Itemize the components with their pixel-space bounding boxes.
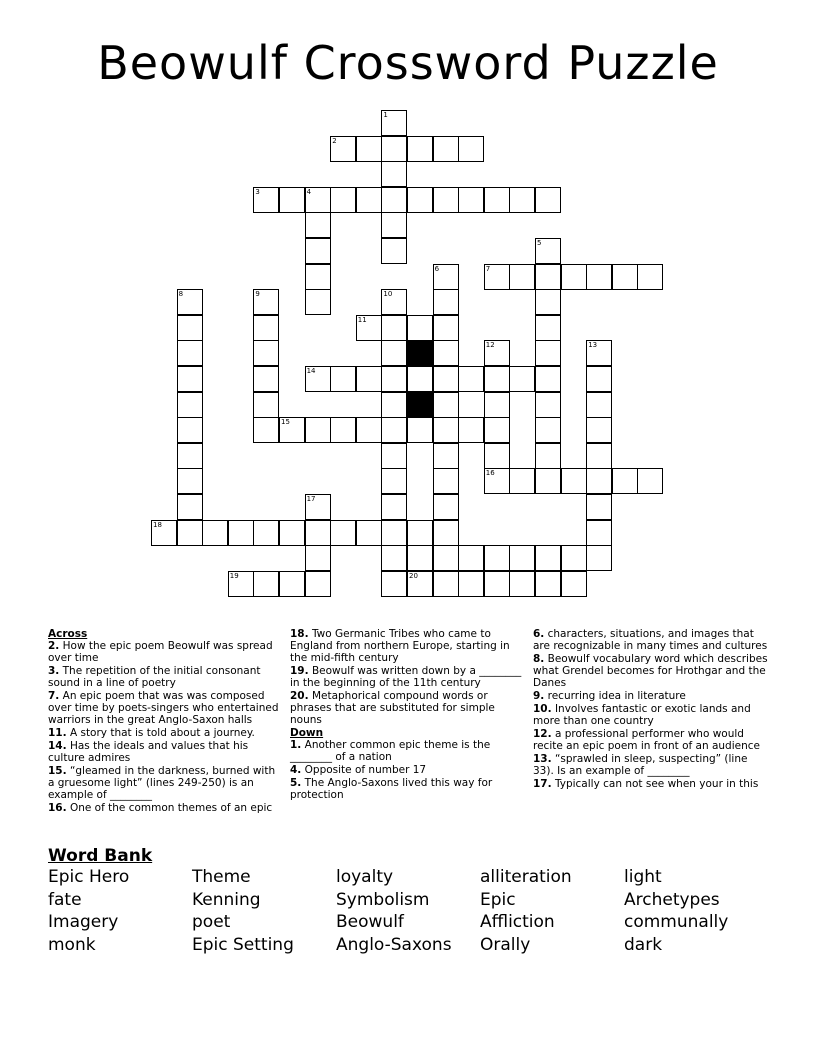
grid-cell[interactable] — [535, 187, 561, 213]
word-bank-word: Epic Setting — [192, 935, 294, 956]
clue-text: Beowulf vocabulary word which describes what Grendel becomes for Hrothgar and the Danes — [533, 653, 768, 689]
grid-cell[interactable] — [381, 468, 407, 494]
grid-cell[interactable] — [305, 520, 331, 546]
grid-cell[interactable] — [356, 417, 382, 443]
grid-cell[interactable] — [484, 366, 510, 392]
grid-cell[interactable] — [586, 545, 612, 571]
grid-cell[interactable] — [509, 545, 535, 571]
down-clue-list-continued — [533, 628, 769, 790]
grid-number: 19 — [229, 571, 239, 580]
grid-cell[interactable] — [381, 520, 407, 546]
grid-cell[interactable] — [433, 494, 459, 520]
grid-cell[interactable] — [177, 315, 203, 341]
grid-number: 14 — [306, 367, 316, 375]
clue-text: How the epic poem Beowulf was spread over time — [48, 640, 273, 664]
grid-cell[interactable] — [484, 571, 510, 597]
clue-text: “sprawled in sleep, suspecting” (line 33). Is an example of ________ — [533, 753, 748, 777]
clue-number: 6. — [533, 628, 545, 640]
clue-number: 4. — [290, 764, 302, 776]
clue-text: Opposite of number 17 — [301, 764, 427, 776]
clue — [290, 690, 526, 726]
clue-text: recurring idea in literature — [544, 690, 686, 702]
grid-cell[interactable] — [381, 571, 407, 597]
clue — [533, 703, 769, 727]
word-bank-word: Affliction — [480, 912, 555, 933]
grid-cell[interactable] — [509, 187, 535, 213]
grid-cell[interactable] — [586, 366, 612, 392]
word-bank-word: communally — [624, 912, 729, 933]
clue — [48, 802, 284, 814]
grid-cell[interactable] — [612, 468, 638, 494]
grid-cell[interactable] — [253, 315, 279, 341]
grid-cell[interactable] — [356, 520, 382, 546]
down-clue-list — [290, 739, 526, 801]
grid-cell[interactable] — [381, 136, 407, 162]
word-bank-word: monk — [48, 935, 96, 956]
clue — [48, 740, 284, 764]
grid-cell[interactable] — [433, 520, 459, 546]
grid-cell[interactable] — [279, 520, 305, 546]
grid-number: 11 — [357, 315, 367, 324]
clue-text: The Anglo-Saxons lived this way for protection — [290, 777, 493, 801]
clue-text: Typically can not see when your in this — [551, 778, 759, 790]
clues-column-2 — [290, 628, 526, 802]
grid-cell[interactable] — [381, 238, 407, 264]
grid-cell[interactable] — [356, 366, 382, 392]
grid-cell[interactable] — [381, 187, 407, 213]
grid-cell[interactable] — [484, 545, 510, 571]
clue — [533, 778, 769, 790]
word-bank-word: loyalty — [336, 867, 394, 887]
grid-cell[interactable] — [458, 545, 484, 571]
grid-cell[interactable] — [356, 136, 382, 162]
grid-cell[interactable] — [637, 468, 663, 494]
grid-cell[interactable] — [177, 340, 203, 366]
grid-cell[interactable] — [305, 571, 331, 597]
clue-number: 15. — [48, 765, 67, 777]
clue-number: 20. — [290, 690, 309, 702]
grid-cell[interactable] — [433, 315, 459, 341]
grid-cell[interactable] — [458, 571, 484, 597]
clue-number: 9. — [533, 690, 545, 702]
grid-cell[interactable] — [279, 571, 305, 597]
grid-cell[interactable] — [177, 443, 203, 469]
grid-cell[interactable] — [509, 264, 535, 290]
clue-number: 1. — [290, 739, 302, 751]
grid-cell[interactable] — [484, 443, 510, 469]
grid-cell[interactable] — [330, 366, 356, 392]
grid-cell[interactable] — [381, 212, 407, 238]
word-bank-word: dark — [624, 935, 663, 956]
clue — [533, 728, 769, 752]
word-bank-word: poet — [192, 912, 231, 933]
grid-number: 13 — [588, 341, 598, 350]
clue-text: a professional performer who would recite an epic poem in front of an audience — [533, 728, 760, 752]
grid-cell[interactable] — [177, 366, 203, 392]
grid-cell[interactable] — [458, 187, 484, 213]
clue — [48, 640, 284, 664]
grid-cell[interactable] — [458, 366, 484, 392]
grid-number: 12 — [485, 341, 495, 350]
grid-cell[interactable] — [381, 366, 407, 392]
down-heading: Down — [290, 727, 324, 739]
clue — [48, 690, 284, 726]
grid-cell[interactable] — [509, 468, 535, 494]
grid-cell[interactable] — [305, 212, 331, 238]
clues-column-3 — [533, 628, 769, 791]
grid-cell[interactable] — [407, 187, 433, 213]
grid-cell[interactable] — [509, 366, 535, 392]
grid-cell[interactable] — [637, 264, 663, 290]
grid-cell[interactable] — [535, 443, 561, 469]
word-bank-word: Symbolism — [336, 889, 430, 910]
grid-number: 3 — [255, 187, 260, 196]
grid-cell[interactable] — [407, 315, 433, 341]
grid-cell[interactable] — [535, 366, 561, 392]
grid-cell[interactable] — [561, 571, 587, 597]
grid-number: 7 — [485, 264, 491, 273]
clue — [533, 628, 769, 652]
grid-cell[interactable] — [458, 417, 484, 443]
grid-cell[interactable] — [177, 392, 203, 418]
grid-cell[interactable] — [253, 366, 279, 392]
grid-cell[interactable] — [433, 366, 459, 392]
grid-cell[interactable] — [458, 136, 484, 162]
clue — [48, 727, 284, 739]
clue-text: Two Germanic Tribes who came to England from northern Europe, starting in the mid-fifth century — [290, 628, 510, 664]
grid-cell[interactable] — [433, 545, 459, 571]
clue-text: One of the common themes of an epic — [66, 802, 273, 814]
grid-cell[interactable] — [535, 315, 561, 341]
grid-cell[interactable] — [535, 468, 561, 494]
clue-text: “gleamed in the darkness, burned with a gruesome light” (lines 249-250) is an example of ________ — [48, 765, 276, 801]
grid-cell[interactable] — [535, 289, 561, 315]
grid-number: 1 — [383, 111, 388, 119]
clue-text: The repetition of the initial consonant sound in a line of poetry — [48, 665, 261, 689]
grid-cell[interactable] — [407, 417, 433, 443]
grid-cell[interactable] — [253, 340, 279, 366]
grid-cell[interactable] — [561, 264, 587, 290]
clue — [48, 765, 284, 801]
grid-cell[interactable] — [535, 264, 561, 290]
word-bank-word: Orally — [480, 935, 531, 956]
grid-number: 10 — [383, 290, 393, 299]
clue-text: Involves fantastic or exotic lands and more than one country — [533, 703, 751, 727]
grid-cell[interactable] — [561, 545, 587, 571]
grid-cell[interactable] — [202, 520, 228, 546]
grid-number: 17 — [306, 495, 316, 503]
grid-cell[interactable] — [484, 417, 510, 443]
clues-column-1 — [48, 628, 284, 815]
grid-cell[interactable] — [356, 187, 382, 213]
grid-cell[interactable] — [407, 545, 433, 571]
grid-cell[interactable] — [279, 187, 305, 213]
clue — [533, 690, 769, 702]
clue — [290, 739, 526, 763]
grid-cell[interactable] — [381, 494, 407, 520]
clue-text: A story that is told about a journey. — [66, 727, 255, 739]
grid-cell[interactable] — [535, 392, 561, 418]
clue-number: 18. — [290, 628, 309, 640]
grid-cell[interactable] — [253, 392, 279, 418]
word-bank-word: Archetypes — [624, 889, 720, 910]
grid-cell[interactable] — [433, 417, 459, 443]
grid-cell[interactable] — [381, 443, 407, 469]
clue-number: 8. — [533, 653, 545, 665]
grid-cell[interactable] — [586, 417, 612, 443]
grid-number: 15 — [281, 418, 290, 427]
grid-cell[interactable] — [586, 264, 612, 290]
across-clue-list-continued — [290, 628, 526, 726]
grid-cell[interactable] — [586, 520, 612, 546]
clue-text: characters, situations, and images that are recognizable in many times and cultures — [533, 628, 768, 652]
grid-cell[interactable] — [407, 366, 433, 392]
clue — [290, 665, 526, 689]
grid-cell[interactable] — [407, 520, 433, 546]
clue-text: Has the ideals and values that his culture admires — [48, 740, 249, 764]
clue — [290, 764, 526, 776]
grid-number: 5 — [537, 239, 542, 247]
clue-number: 16. — [48, 802, 67, 814]
word-bank-word: light — [624, 867, 662, 887]
grid-cell[interactable] — [381, 392, 407, 418]
grid-cell[interactable] — [305, 238, 331, 264]
word-bank-word: Theme — [192, 867, 251, 887]
grid-number: 9 — [255, 290, 260, 299]
word-bank-word: Epic — [480, 889, 516, 910]
grid-cell[interactable] — [535, 340, 561, 366]
word-bank-word: Imagery — [48, 912, 119, 933]
grid-cell[interactable] — [586, 443, 612, 469]
grid-number: 18 — [153, 520, 162, 529]
clue-number: 2. — [48, 640, 60, 652]
grid-cell[interactable] — [330, 187, 356, 213]
grid-cell[interactable] — [381, 315, 407, 341]
grid-cell[interactable] — [433, 468, 459, 494]
grid-number: 16 — [485, 469, 495, 478]
word-bank-word: Epic Hero — [48, 867, 130, 887]
grid-cell[interactable] — [381, 340, 407, 366]
grid-cell[interactable] — [305, 289, 331, 315]
clue-number: 12. — [533, 728, 552, 740]
grid-number: 2 — [332, 136, 337, 145]
grid-cell[interactable] — [612, 264, 638, 290]
grid-cell[interactable] — [484, 187, 510, 213]
grid-cell[interactable] — [535, 545, 561, 571]
word-bank-word: Anglo-Saxons — [336, 935, 452, 956]
grid-block — [407, 340, 433, 366]
grid-cell[interactable] — [305, 417, 331, 443]
word-bank-word: alliteration — [480, 867, 572, 887]
grid-cell[interactable] — [177, 468, 203, 494]
word-bank-word: Beowulf — [336, 912, 404, 933]
clue — [290, 628, 526, 664]
grid-cell[interactable] — [433, 340, 459, 366]
grid-cell[interactable] — [433, 136, 459, 162]
grid-cell[interactable] — [433, 443, 459, 469]
grid-cell[interactable] — [381, 545, 407, 571]
grid-cell[interactable] — [509, 571, 535, 597]
grid-cell[interactable] — [253, 520, 279, 546]
grid-number: 8 — [178, 290, 184, 299]
clue-text: Another common epic theme is the ________ of a nation — [290, 739, 491, 763]
grid-cell[interactable] — [228, 520, 254, 546]
grid-cell[interactable] — [305, 545, 331, 571]
grid-block — [407, 392, 433, 418]
across-heading: Across — [48, 628, 88, 640]
grid-cell[interactable] — [484, 392, 510, 418]
grid-cell[interactable] — [433, 392, 459, 418]
clue — [533, 653, 769, 689]
clue-number: 17. — [533, 778, 552, 790]
grid-cell[interactable] — [586, 494, 612, 520]
clue-number: 14. — [48, 740, 67, 752]
grid-cell[interactable] — [330, 417, 356, 443]
clue-number: 11. — [48, 727, 67, 739]
grid-cell[interactable] — [535, 571, 561, 597]
grid-cell[interactable] — [177, 494, 203, 520]
word-bank-title: Word Bank — [48, 846, 153, 866]
clue-number: 10. — [533, 703, 552, 715]
clue-number: 13. — [533, 753, 552, 765]
clue-number: 3. — [48, 665, 60, 677]
clue-text: Metaphorical compound words or phrases that are substituted for simple nouns — [290, 690, 495, 726]
clue — [290, 777, 526, 801]
grid-cell[interactable] — [433, 571, 459, 597]
grid-cell[interactable] — [407, 136, 433, 162]
clue — [48, 665, 284, 689]
grid-cell[interactable] — [586, 392, 612, 418]
page-title: Beowulf Crossword Puzzle — [97, 36, 719, 90]
grid-cell[interactable] — [253, 417, 279, 443]
clue-number: 7. — [48, 690, 60, 702]
grid-cell[interactable] — [177, 417, 203, 443]
clue — [533, 753, 769, 777]
clue-text: Beowulf was written down by a ________ in the beginning of the 11th century — [290, 665, 522, 689]
clue-text: An epic poem that was was composed over time by poets-singers who entertained warriors in the great Anglo-Saxon halls — [48, 690, 279, 726]
grid-cell[interactable] — [433, 289, 459, 315]
grid-cell[interactable] — [381, 161, 407, 187]
grid-cell[interactable] — [253, 571, 279, 597]
grid-number: 20 — [409, 571, 418, 580]
grid-cell[interactable] — [433, 187, 459, 213]
grid-cell[interactable] — [177, 520, 203, 546]
grid-cell[interactable] — [586, 468, 612, 494]
grid-cell[interactable] — [381, 417, 407, 443]
grid-cell[interactable] — [535, 417, 561, 443]
grid-number: 6 — [434, 264, 440, 273]
grid-cell[interactable] — [305, 264, 331, 290]
grid-cell[interactable] — [561, 468, 587, 494]
word-bank-word: Kenning — [192, 889, 261, 910]
grid-cell[interactable] — [330, 520, 356, 546]
across-clue-list — [48, 640, 284, 814]
clue-number: 19. — [290, 665, 309, 677]
clue-number: 5. — [290, 777, 302, 789]
word-bank-word: fate — [48, 889, 82, 910]
grid-number: 4 — [306, 187, 312, 196]
